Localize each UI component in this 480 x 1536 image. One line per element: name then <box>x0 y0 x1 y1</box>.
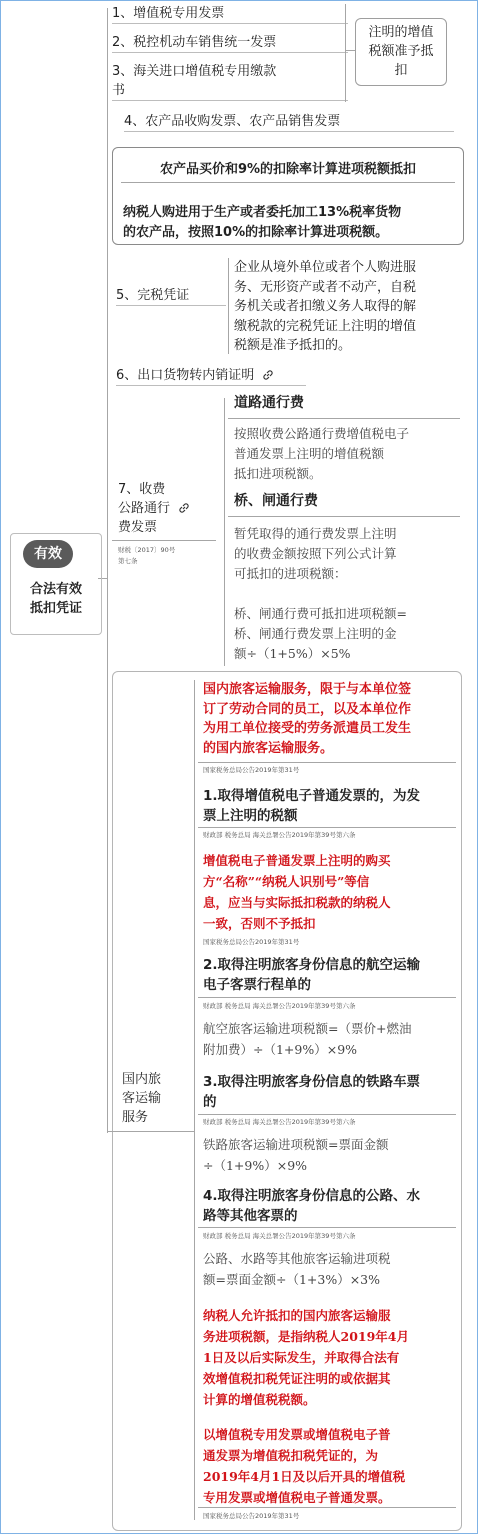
final-note-line9: 专用发票或增值税电子普通发票。 <box>203 1490 391 1505</box>
final-note-line7: 通发票为增值税扣税凭证的，为 <box>203 1448 379 1463</box>
road-note-line3: 抵扣进项税额。 <box>234 466 322 481</box>
passenger-intro-line3: 为用工单位接受的劳务派遣员工发生 <box>203 721 412 736</box>
bridge-title: 桥、闸通行费 <box>234 493 318 509</box>
item-4-detail <box>112 147 464 245</box>
item-5-note-line3: 务机关或者扣缴义务人取得的解 <box>234 299 417 314</box>
section-1-note <box>203 850 457 934</box>
passenger-intro-line4: 的国内旅客运输服务。 <box>203 740 334 756</box>
final-note-line1: 纳税人允许抵扣的国内旅客运输服 <box>203 1308 391 1323</box>
link-icon[interactable] <box>178 502 190 514</box>
bridge-note-line2: 的收费金额按照下列公式计算 <box>234 546 397 561</box>
note-123-line1: 注明的增值 <box>368 25 434 40</box>
item-4-detail-title: 农产品买价和9%的扣除率计算进项税额抵扣 <box>159 162 417 177</box>
root-title-line2: 抵扣凭证 <box>29 601 82 616</box>
passenger-intro <box>203 680 457 758</box>
section-2-line1: 2.取得注明旅客身份信息的航空运输 <box>203 957 421 973</box>
section-3-note-line2: ÷（1+9%）×9% <box>203 1158 308 1173</box>
bridge-note-line5: 桥、闸通行费发票上注明的金 <box>234 626 397 641</box>
bridge-note <box>234 524 462 664</box>
note-123-line3: 扣 <box>394 63 408 78</box>
item-5[interactable]: 5、完税凭证 <box>116 286 226 306</box>
root-badge: 有效 <box>23 540 73 568</box>
item-1[interactable]: 1、增值税专用发票 <box>112 4 348 24</box>
section-4-line1: 4.取得注明旅客身份信息的公路、水 <box>203 1188 421 1204</box>
passenger-label[interactable] <box>122 1070 186 1127</box>
bridge-note-line6: 额÷（1+5%）×5% <box>234 646 351 661</box>
section-3-underline <box>198 1114 456 1115</box>
item-4[interactable]: 4、农产品收购发票、农产品销售发票 <box>124 112 454 132</box>
item-5-note-line2: 务、无形资产或者不动产，自税 <box>234 279 417 295</box>
final-note <box>203 1305 457 1508</box>
passenger-label-line3: 服务 <box>122 1110 149 1125</box>
item-5-note-line1: 企业从境外单位或者个人购进服 <box>234 260 417 275</box>
item-5-note-line5: 税额是准予抵扣的。 <box>234 338 352 353</box>
item-3-line1: 3、海关进口增值税专用缴款 <box>112 64 277 79</box>
ref-39-d: 财政部 税务总局 海关总署公告2019年第39号第六条 <box>203 1232 356 1240</box>
passenger-label-underline <box>108 1131 194 1132</box>
section-3-line1: 3.取得注明旅客身份信息的铁路车票 <box>203 1074 421 1090</box>
section-4-note <box>203 1248 457 1290</box>
item-4-detail-body <box>123 203 457 243</box>
bracket-123 <box>345 4 346 102</box>
item-3-line2: 书 <box>112 83 126 98</box>
section-1-note-line2: 方“名称”“纳税人识别号”等信 <box>203 874 370 889</box>
section-2-line2: 电子客票行程单的 <box>203 977 311 993</box>
passenger-intro-underline <box>198 762 456 763</box>
road-note-line2: 普通发票上注明的增值税额 <box>234 446 385 461</box>
section-4-note-line1: 公路、水路等其他旅客运输进项税 <box>203 1251 391 1266</box>
ref-31-b: 国家税务总局公告2019年第31号 <box>203 938 300 946</box>
passenger-bracket <box>194 680 195 1520</box>
final-note-line8: 2019年4月1日及以后开具的增值税 <box>203 1469 406 1484</box>
item-7-underline <box>112 540 216 541</box>
section-2-note-line2: 附加费）÷（1+9%）×9% <box>203 1042 358 1057</box>
bridge-title-underline <box>228 516 460 517</box>
passenger-label-line2: 客运输 <box>122 1091 162 1106</box>
section-3-note-line1: 铁路旅客运输进项税额=票面金额 <box>203 1137 389 1152</box>
item-7-line2 <box>118 499 198 518</box>
passenger-intro-line1: 国内旅客运输服务，限于与本单位签 <box>203 682 412 697</box>
section-4-underline <box>198 1227 456 1228</box>
root-title-line1: 合法有效 <box>29 582 82 597</box>
item-7-line2-text: 公路通行 <box>118 501 171 516</box>
section-1-title <box>203 786 457 826</box>
section-3-line2: 的 <box>203 1094 217 1110</box>
bracket-123-arm <box>345 50 355 51</box>
final-note-gap <box>203 1410 457 1424</box>
item-7-ref2: 第七条 <box>118 557 138 565</box>
section-3-title <box>203 1072 457 1112</box>
note-123-line2: 税额准予抵 <box>368 44 434 59</box>
item-6-label: 6、出口货物转内销证明 <box>116 368 255 383</box>
item-5-note-line4: 缴税款的完税凭证上注明的增值 <box>234 318 417 334</box>
section-3-note <box>203 1134 457 1176</box>
final-note-line4: 效增值税扣税凭证注明的或依据其 <box>203 1371 391 1386</box>
section-1-note-line1: 增值税电子普通发票上注明的购买 <box>203 853 391 868</box>
ref-39-b: 财政部 税务总局 海关总署公告2019年第39号第六条 <box>203 1002 356 1010</box>
section-4-note-line2: 额=票面金额÷（1+3%）×3% <box>203 1272 381 1287</box>
ref-39-c: 财政部 税务总局 海关总署公告2019年第39号第六条 <box>203 1118 356 1126</box>
item-7-bracket <box>224 398 225 666</box>
final-note-line2: 务进项税额，是指纳税人2019年4月 <box>203 1329 409 1344</box>
final-note-underline <box>198 1507 456 1508</box>
road-note-line1: 按照收费公路通行费增值税电子 <box>234 426 410 441</box>
passenger-label-line1: 国内旅 <box>122 1072 162 1087</box>
item-5-bracket <box>228 258 229 354</box>
section-1-note-line4: 一致，否则不予抵扣 <box>203 916 316 931</box>
road-note <box>234 424 462 484</box>
section-1-note-line3: 息，应当与实际抵扣税款的纳税人 <box>203 895 391 910</box>
bridge-note-line3: 可抵扣的进项税额： <box>234 566 347 581</box>
section-2-note <box>203 1018 457 1060</box>
item-7-line3: 费发票 <box>118 520 158 535</box>
bridge-note-line1: 暂凭取得的通行费发票上注明 <box>234 526 397 541</box>
item-6[interactable] <box>116 366 306 386</box>
section-2-underline <box>198 997 456 998</box>
link-icon[interactable] <box>262 369 274 381</box>
item-2[interactable]: 2、税控机动车销售统一发票 <box>112 33 348 53</box>
section-2-title <box>203 955 457 995</box>
passenger-intro-line2: 订了劳动合同的员工，以及本单位作 <box>203 701 412 717</box>
item-7-line1: 7、收费 <box>118 482 166 497</box>
section-2-note-line1: 航空旅客运输进项税额=（票价+燃油 <box>203 1021 412 1036</box>
bridge-note-line4: 桥、闸通行费可抵扣进项税额= <box>234 606 407 621</box>
item-7-ref: 财税〔2017〕90号 <box>118 546 176 554</box>
road-title-underline <box>228 418 460 419</box>
item-4-body-line2: 的农产品，按照10%的扣除率计算进项税额。 <box>123 225 389 240</box>
item-3[interactable] <box>112 62 348 101</box>
bridge-note-gap <box>234 584 462 604</box>
root-box <box>10 533 102 635</box>
section-1-line1: 1.取得增值税电子普通发票的，为发 <box>203 788 421 804</box>
item-5-note <box>234 258 460 356</box>
ref-39-a: 财政部 税务总局 海关总署公告2019年第39号第六条 <box>203 831 356 839</box>
section-4-title <box>203 1186 457 1226</box>
final-note-line3: 1日及以后实际发生，并取得合法有 <box>203 1350 400 1365</box>
section-1-underline <box>198 827 456 828</box>
final-note-line6: 以增值税专用发票或增值税电子普 <box>203 1427 391 1442</box>
item-7[interactable] <box>118 480 198 537</box>
section-4-line2: 路等其他客票的 <box>203 1208 298 1224</box>
ref-31-c: 国家税务总局公告2019年第31号 <box>203 1512 300 1520</box>
section-1-line2: 票上注明的税额 <box>203 808 298 824</box>
item-4-body-line1: 纳税人购进用于生产或者委托加工13%税率货物 <box>123 205 402 220</box>
item-4-detail-divider <box>121 182 455 183</box>
ref-31-a: 国家税务总局公告2019年第31号 <box>203 766 300 774</box>
main-branch-line <box>107 8 108 1133</box>
road-title: 道路通行费 <box>234 395 304 411</box>
note-123 <box>355 18 447 86</box>
final-note-line5: 计算的增值税税额。 <box>203 1392 316 1407</box>
